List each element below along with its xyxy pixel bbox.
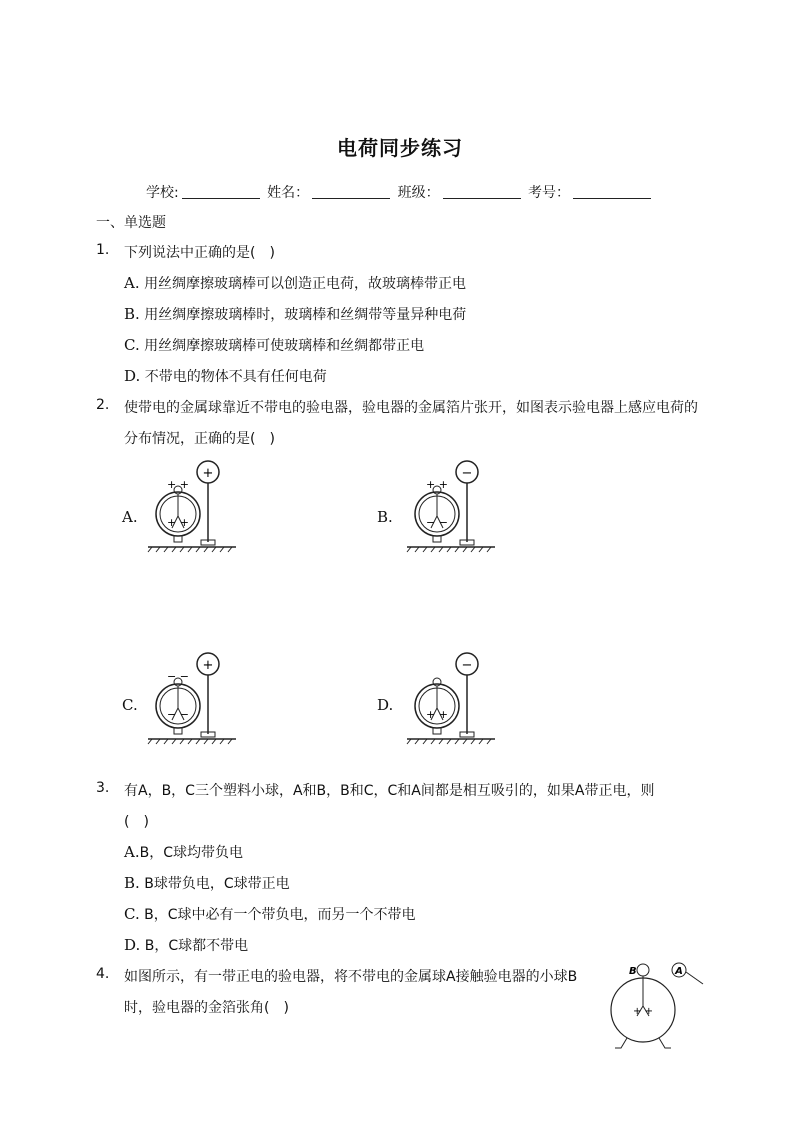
exam-no-label: 考号： — [528, 185, 571, 201]
electroscope-figure-b — [407, 458, 507, 554]
ball-b — [637, 964, 649, 976]
leaf-charges: − − — [167, 708, 189, 721]
option-label: A. — [124, 843, 140, 861]
class-blank[interactable] — [443, 184, 521, 199]
option-text: 用丝绸摩擦玻璃棒时，玻璃棒和丝绸带等量异种电荷 — [144, 307, 467, 323]
option-text: B，C球中必有一个带负电，而另一个不带电 — [144, 907, 416, 923]
electroscope-figure-d — [407, 650, 507, 746]
q2-stem-line2: 分布情况，正确的是( ) — [124, 431, 275, 447]
sphere-sign: − — [461, 658, 473, 673]
page-title: 电荷同步练习 — [337, 136, 463, 160]
q4-electroscope-figure — [605, 960, 715, 1052]
option-text: 不带电的物体不具有任何电荷 — [144, 369, 327, 385]
q3-option-c — [124, 904, 416, 924]
name-blank[interactable] — [312, 184, 390, 199]
option-label: C. — [124, 905, 140, 923]
option-text: B球带负电，C球带正电 — [144, 876, 290, 892]
exam-no-blank[interactable] — [573, 184, 651, 199]
student-info-line — [0, 182, 800, 202]
option-label: D. — [124, 367, 141, 385]
q3-option-b — [124, 873, 290, 893]
option-label: B. — [124, 874, 140, 892]
sphere-sign: − — [461, 466, 473, 481]
figure-b-label: B. — [377, 508, 393, 526]
ball-b-label: B — [629, 966, 637, 977]
electroscope-foot — [433, 536, 441, 542]
q3-stem-line2: ( ) — [124, 814, 149, 830]
electroscope-foot — [433, 728, 441, 734]
electroscope-figure-c — [148, 650, 248, 746]
q4-number: 4. — [96, 966, 110, 982]
electroscope-knob — [433, 678, 441, 686]
name-label: 姓名： — [267, 185, 310, 201]
option-text: 用丝绸摩擦玻璃棒可以创造正电荷，故玻璃棒带正电 — [144, 276, 467, 292]
q3-option-a — [124, 842, 243, 862]
sphere-sign: + — [202, 658, 214, 673]
school-blank[interactable] — [182, 184, 260, 199]
q1-option-a — [124, 273, 466, 293]
class-label: 班级： — [397, 185, 440, 201]
option-label: D. — [124, 936, 141, 954]
q1-option-b — [124, 304, 466, 324]
leaf-charges: + + — [633, 1006, 653, 1017]
q3-stem-line1: 有A，B，C三个塑料小球，A和B，B和C，C和A间都是相互吸引的，如果A带正电，则 — [124, 783, 655, 799]
option-text: B，C球都不带电 — [144, 938, 249, 954]
figure-d-label: D. — [377, 696, 394, 714]
electroscope-figure-a — [148, 458, 248, 554]
option-label: C. — [124, 336, 140, 354]
q1-number: 1. — [96, 242, 110, 258]
option-text: B，C球均带负电 — [139, 845, 243, 861]
knob-charges: + + — [167, 478, 189, 491]
school-label: 学校: — [145, 185, 179, 201]
knob-charges: + + — [426, 478, 448, 491]
q1-stem: 下列说法中正确的是( ) — [124, 245, 275, 261]
knob-charges: − − — [167, 670, 189, 683]
electroscope-foot — [174, 728, 182, 734]
electroscope-legs — [615, 1038, 671, 1048]
sphere-sign: + — [202, 466, 214, 481]
option-label: A. — [124, 274, 140, 292]
q1-option-d — [124, 366, 327, 386]
option-text: 用丝绸摩擦玻璃棒可使玻璃棒和丝绸都带正电 — [144, 338, 425, 354]
section-heading: 一、单选题 — [96, 215, 166, 231]
leaf-charges: + + — [167, 516, 189, 529]
q2-number: 2. — [96, 397, 110, 413]
q4-stem-line1: 如图所示，有一带正电的验电器，将不带电的金属球A接触验电器的小球B — [124, 969, 578, 985]
q1-option-c — [124, 335, 424, 355]
figure-c-label: C. — [122, 696, 138, 714]
insulating-handle — [686, 972, 703, 984]
option-label: B. — [124, 305, 140, 323]
q2-stem-line1: 使带电的金属球靠近不带电的验电器，验电器的金属箔片张开，如图表示验电器上感应电荷的 — [124, 400, 698, 416]
q3-option-d — [124, 935, 248, 955]
q3-number: 3. — [96, 780, 110, 796]
ball-a-label: A — [675, 966, 683, 977]
leaf-charges: + + — [426, 708, 448, 721]
q4-stem-line2: 时，验电器的金箔张角( ) — [124, 1000, 289, 1016]
electroscope-foot — [174, 536, 182, 542]
figure-a-label: A. — [122, 508, 138, 526]
leaf-charges: − − — [426, 516, 448, 529]
